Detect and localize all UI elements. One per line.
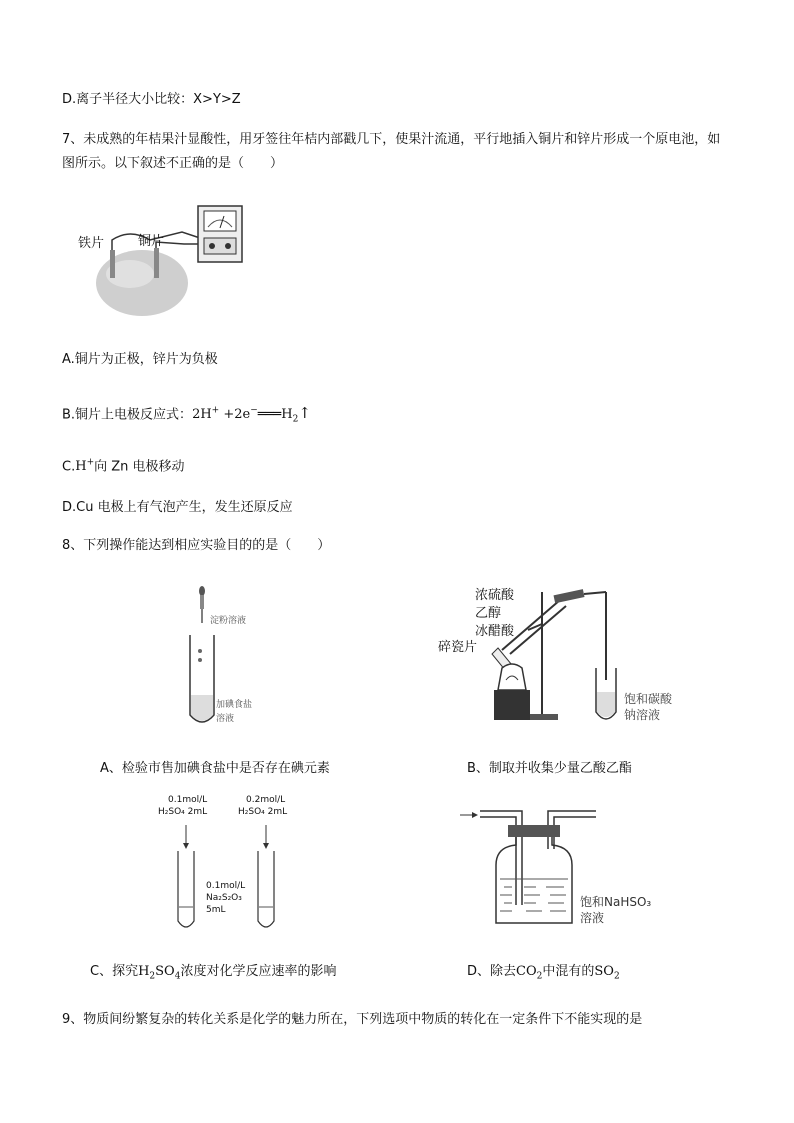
q9-stem: 9、物质间纷繁复杂的转化关系是化学的魅力所在，下列选项中物质的转化在一定条件下不能实现的是 [62,1012,643,1027]
fruit-battery-figure [72,198,247,323]
receiver-label-1: 饱和碳酸 [624,692,673,706]
iron-electrode [110,250,115,278]
figure-a [180,583,290,733]
dropper-bulb [199,586,205,596]
lamp-base [494,690,530,720]
q7-option-b: B.铜片上电极反应式：$2H^+ +2e^-═══H_2↑$ [62,404,311,425]
reagent-2: 乙醇 [475,606,502,621]
right-tube [258,851,274,927]
dropper-tube-diagram [180,583,290,733]
q7-option-c: C.H+向 Zn 电极移动 [62,458,185,475]
bottle-label-2: 溶液 [580,911,605,925]
q6-option-d: D.离子半径大小比较：X>Y>Z [62,92,241,107]
receiver-label-2: 钠溶液 [624,708,661,722]
lamp-flask [498,664,526,690]
figure-c [150,795,310,935]
right-acid: H₂SO₄ 2mL [238,807,288,817]
tube-label-1: 加碘食盐 [216,700,253,710]
figure-d [456,795,676,935]
salt-vol: 5mL [206,905,226,915]
figure-d-caption: D、除去$CO_2$中混有的$SO_2$ [467,964,620,982]
chips-label: 碎瓷片 [438,640,478,655]
iron-plate-label: 铁片 [78,236,105,251]
salt-conc: 0.1mol/L [206,881,246,891]
right-conc: 0.2mol/L [246,795,286,805]
reagent-3: 冰醋酸 [475,624,515,639]
q7-option-a: A.铜片为正极，锌片为负极 [62,352,218,367]
copper-plate-label: 铜片 [138,234,165,249]
gas-washing-bottle-diagram [456,795,676,935]
tube-liquid [191,695,213,721]
salt-name: Na₂S₂O₃ [206,893,242,903]
figure-b-caption: B、制取并收集少量乙酸乙酯 [467,761,632,776]
dropper-label: 淀粉溶液 [210,616,247,626]
bottle-label-1: 饱和NaHSO₃ [580,895,652,909]
left-tube [178,851,194,927]
figure-b [430,580,690,730]
tube-label-2: 溶液 [216,714,235,724]
copper-electrode [154,248,159,278]
q7-option-d: D.Cu 电极上有气泡产生，发生还原反应 [62,500,293,515]
bottle [496,837,572,923]
q8-stem: 8、下列操作能达到相应实验目的的是（ ） [62,538,331,553]
reagent-1: 浓硫酸 [475,588,515,603]
left-acid: H₂SO₄ 2mL [158,807,208,817]
fruit-battery-diagram [72,198,247,323]
stand-base [526,714,558,720]
stopper [508,825,560,837]
figure-a-caption: A、检验市售加碘食盐中是否存在碘元素 [100,761,330,776]
q7-stem: 7、未成熟的年桔果汁显酸性，用牙签往年桔内部戳几下，使果汁流通，平行地插入铜片和锌片形成一个原电池，如图所示。以下叙述不正确的是（ ） [62,132,721,171]
figure-c-caption: C、探究$H_2SO_4$浓度对化学反应速率的影响 [90,964,337,982]
left-conc: 0.1mol/L [168,795,208,805]
